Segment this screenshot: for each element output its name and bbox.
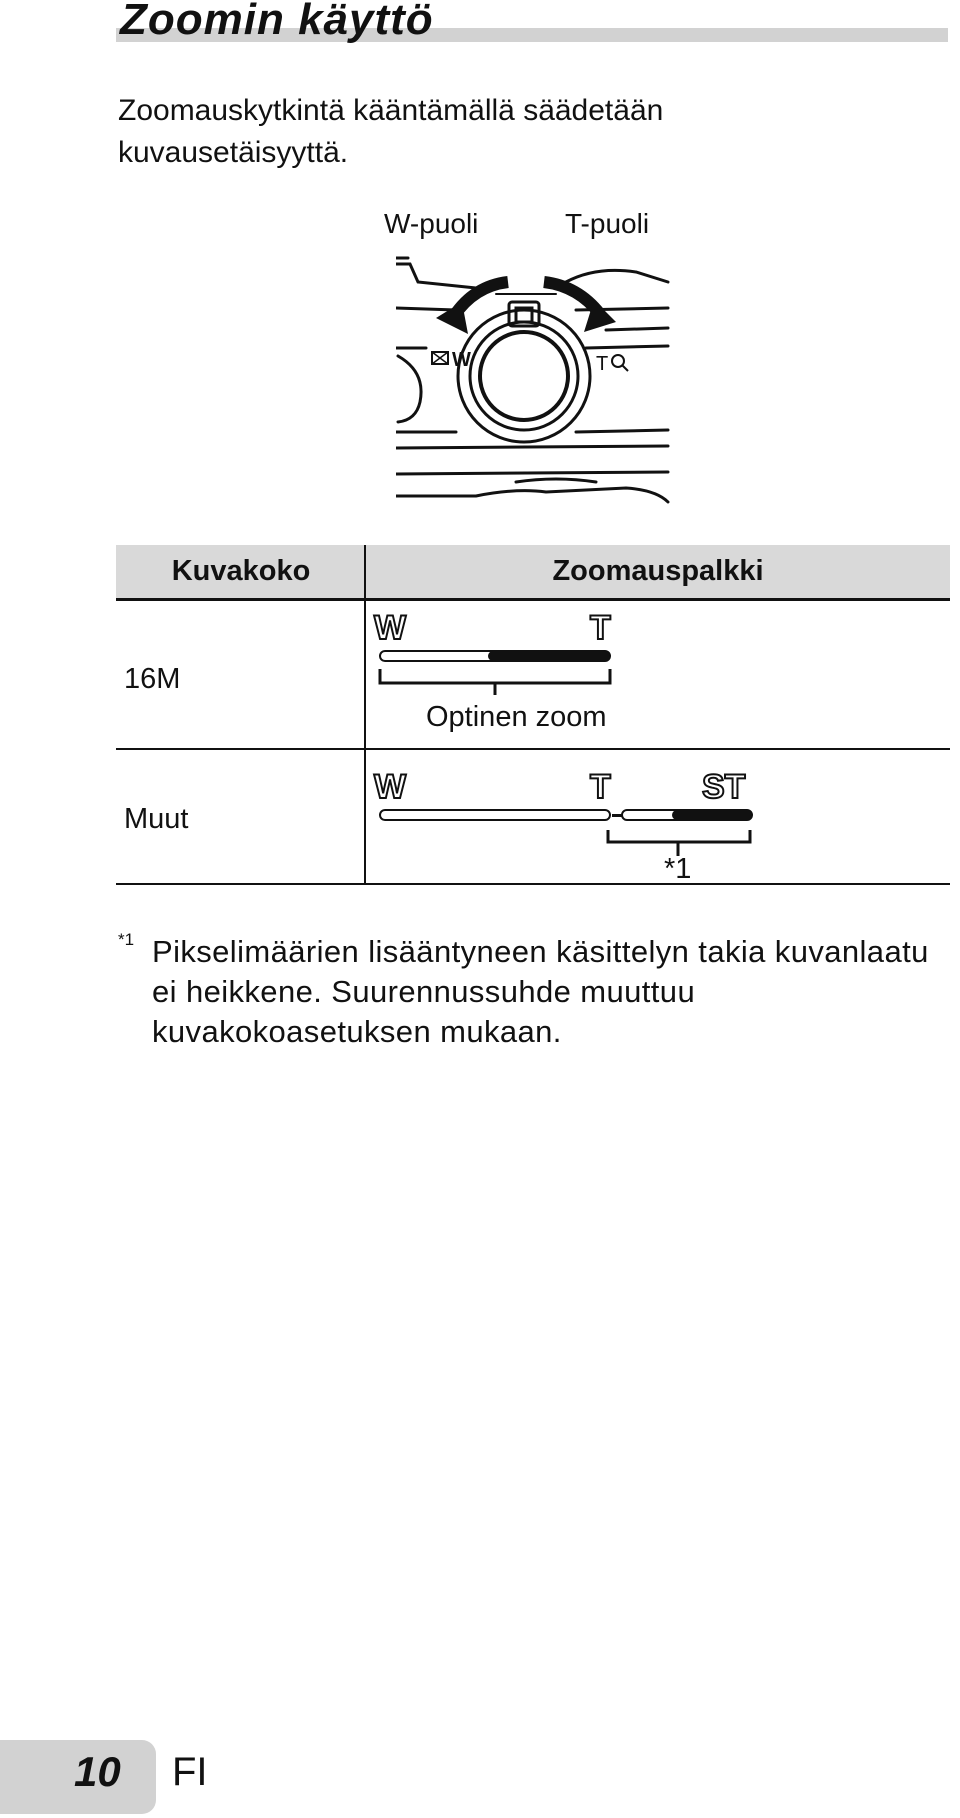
page-number: 10 — [74, 1748, 121, 1795]
page-language: FI — [172, 1750, 208, 1794]
bar-t-label: T — [590, 768, 611, 806]
footnote-text: Pikselimäärien lisääntyneen käsittelyn takia kuvanlaatu ei heikkene. Suurennussuhde muuttuu kuvakokoasetuksen mukaan. — [152, 934, 929, 1049]
header-kuvakoko: Kuvakoko — [171, 555, 311, 587]
lever-w-marking: W — [452, 349, 471, 371]
row-muut-size: Muut — [124, 803, 189, 835]
zoom-lever-illustration — [396, 252, 676, 512]
table-header-row — [116, 545, 950, 601]
lever-t-marking: T — [596, 353, 609, 375]
w-side-label: W-puoli — [384, 208, 479, 239]
row-16m-size: 16M — [124, 663, 181, 695]
bar-t-label: T — [590, 609, 611, 647]
t-side-label: T-puoli — [565, 208, 650, 239]
bar-w-label: W — [374, 768, 407, 806]
page-title: Zoomin käyttö — [120, 0, 434, 44]
bar-w-label: W — [374, 609, 407, 647]
footnote-ref-label: *1 — [664, 853, 692, 885]
zoom-bar-muut — [372, 758, 772, 858]
header-zoomauspalkki: Zoomauspalkki — [552, 555, 764, 587]
table-bottom-line — [116, 883, 950, 885]
footnote-marker: *1 — [118, 930, 135, 949]
column-divider — [364, 545, 366, 885]
optical-zoom-label: Optinen zoom — [426, 701, 607, 733]
intro-text: Zoomauskytkintä kääntämällä säädetään kuvausetäisyyttä. — [118, 94, 664, 169]
bar-st-label: ST — [702, 768, 746, 806]
row-divider — [116, 748, 950, 750]
zoom-bar-16m — [372, 607, 632, 697]
